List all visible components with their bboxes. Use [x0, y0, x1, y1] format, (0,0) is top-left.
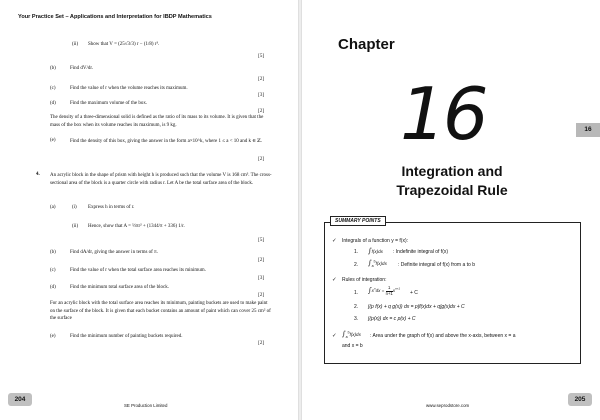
question-line: Find the value of r when the total surface area reaches its minimum. — [70, 268, 206, 273]
power-rule-formula: $\int x^ndx$ = $\frac{1}{n+1}$ $x^{n+1}$ — [368, 285, 401, 296]
part-label: (b) — [50, 66, 56, 71]
painting-paragraph: For an acrylic block with the total surface area reaches its minimum, painting buckets are used to make paint on the surface of the block. It is given that each bucket contains an amount of paint which can cover 25 cm² of the surface — [50, 301, 271, 321]
part-label: (b) — [50, 250, 56, 255]
check-icon: ✓ — [332, 277, 337, 283]
check-icon: ✓ — [332, 333, 337, 339]
part-label: (ii) — [72, 42, 79, 47]
marks: [2] — [258, 157, 264, 162]
question-line: Find the minimum number of painting buckets required. — [70, 334, 183, 339]
page-footer: www.seprodstore.com — [426, 403, 470, 408]
right-page — [302, 0, 600, 420]
part-label: (e) — [50, 138, 56, 143]
summary-subitem-number: 2. — [354, 262, 359, 268]
summary-item: Rules of integration: — [342, 277, 387, 283]
summary-subitem: : Indefinite integral of f(x) — [393, 249, 449, 255]
question-line: Find dA/dr, giving the answer in terms of π. — [70, 250, 158, 255]
summary-subitem-number: 3. — [354, 316, 359, 322]
question-line: Express h in terms of r. — [88, 205, 135, 210]
marks: [2] — [258, 293, 264, 298]
summary-subitem-number: 2. — [354, 304, 359, 310]
check-icon: ✓ — [332, 238, 337, 244]
page-footer: SE Production Limited — [124, 403, 168, 408]
formula-constant: + C — [410, 290, 418, 296]
constant-rule-formula: ∫(p(x)) dx = c p(x) + C — [368, 316, 416, 322]
question-line: Show that V = (25√3/3) r − (1/8) r³. — [88, 42, 160, 47]
linearity-rule-formula: ∫(p f(x) + q g(x)) dx = p∫f(x)dx + q∫g(x)dx + C — [368, 304, 465, 310]
page-header: Your Practice Set – Applications and Interpretation for IBDP Mathematics — [18, 14, 212, 20]
chapter-title-line-2: Trapezoidal Rule — [396, 182, 508, 198]
question-line: Find the minimum total surface area of the block. — [70, 285, 169, 290]
question-paragraph: An acrylic block in the shape of prism with height h is produced such that the volume V is 168 cm³. The cross-sectional area of the block is a quarter circle with radius r. Let A be the total surface area of the block. — [50, 173, 272, 186]
chapter-label: Chapter — [338, 36, 395, 53]
subpart-label: (i) — [72, 205, 77, 210]
summary-subitem: : Definite integral of f(x) from a to b — [398, 262, 475, 268]
summary-item-continued: and x = b — [342, 343, 363, 349]
question-number: 4. — [36, 172, 40, 177]
density-paragraph: The density of a three-dimensional solid is defined as the ratio of its mass to its volume. It is given that the mass of the box when its volume reaches its maximum, is 9 kg. — [50, 115, 264, 128]
question-line: Find the value of r when the volume reaches its maximum. — [70, 86, 188, 91]
question-line: Find the density of this box, giving the answer in the form a×10^k, where 1 ≤ a < 10 and k ∈ ℤ. — [70, 139, 263, 144]
chapter-title-line-1: Integration and — [401, 163, 503, 179]
summary-item: Integrals of a function y = f(x): — [342, 238, 409, 244]
part-label: (c) — [50, 86, 56, 91]
left-page — [0, 0, 298, 420]
summary-subitem-number: 1. — [354, 290, 359, 296]
question-line: Hence, show that A = ½πr² + (1344/π + 336) 1/r. — [88, 224, 185, 229]
marks: [3] — [258, 276, 264, 281]
chapter-tab: 16 — [576, 123, 600, 137]
part-label: (d) — [50, 285, 56, 290]
subpart-label: (ii) — [72, 224, 79, 229]
definite-integral-icon: $\int_a^bf(x)dx$ — [342, 330, 361, 339]
marks: [2] — [258, 109, 264, 114]
definite-integral-icon: $\int_a^bf(x)dx$ — [368, 259, 387, 268]
summary-heading: SUMMARY POINTS — [330, 216, 386, 226]
part-label: (d) — [50, 101, 56, 106]
part-label: (e) — [50, 334, 56, 339]
integral-symbol-icon: ∫f(x)dx — [368, 247, 383, 255]
marks: [2] — [258, 341, 264, 346]
summary-item: : Area under the graph of f(x) and above the x-axis, between x = a — [370, 333, 516, 339]
part-label: (c) — [50, 268, 56, 273]
marks: [5] — [258, 54, 264, 59]
marks: [2] — [258, 77, 264, 82]
page-number: 205 — [568, 393, 592, 406]
marks: [3] — [258, 93, 264, 98]
marks: [5] — [258, 238, 264, 243]
marks: [2] — [258, 258, 264, 263]
question-line: Find dV/dr. — [70, 66, 94, 71]
part-label: (a) — [50, 205, 56, 210]
chapter-number: 16 — [400, 72, 486, 156]
question-line: Find the maximum volume of the box. — [70, 101, 148, 106]
summary-subitem-number: 1. — [354, 249, 359, 255]
page-number: 204 — [8, 393, 32, 406]
